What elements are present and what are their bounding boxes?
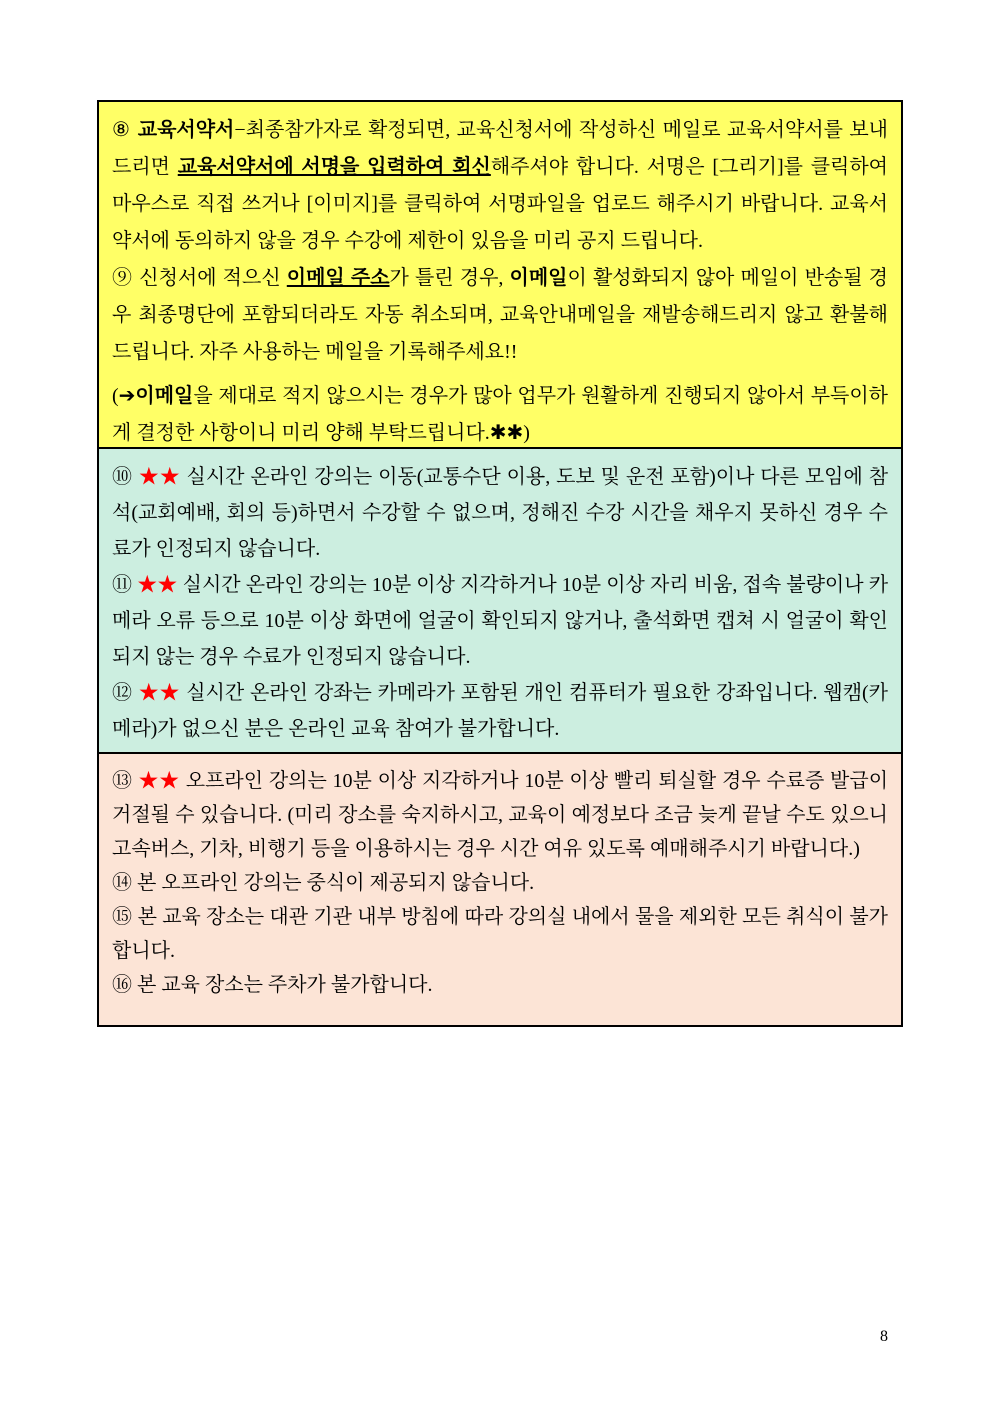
emphasis-text: 이메일 [509, 267, 568, 289]
body-text: 가 틀린 경우, [389, 267, 510, 289]
body-text: ⑮ 본 교육 장소는 대관 기관 내부 방침에 따라 강의실 내에서 물을 제외한 모든 취식이 불가합니다. [112, 906, 888, 962]
page-number: 8 [880, 1328, 888, 1345]
body-text: 이 활성화되지 않아 메일이 반송될 경우 최종명단에 포함되더라도 자동 취소되며, 교육안내메일을 재발송해드리지 않고 환불해드립니다. 자주 사용하는 메일을 기록해주세요!! [112, 267, 888, 363]
notice-paragraph-16 [112, 968, 888, 1002]
emphasis-text: 교육서약서에 서명을 입력하여 회신 [177, 156, 491, 178]
notice-box-offline-lecture [97, 752, 903, 1027]
notice-paragraph-email-remark [112, 378, 888, 452]
body-text: 을 제대로 적지 않으시는 경우가 많아 업무가 원활하게 진행되지 않아서 부득이하게 결정한 사항이니 미리 양해 부탁드립니다.✱✱) [112, 385, 888, 444]
body-text: 실시간 온라인 강의는 이동(교통수단 이용, 도보 및 운전 포함)이나 다른 모임에 참석(교회예배, 회의 등)하면서 수강할 수 없으며, 정해진 수강 시간을 채우지 못하신 경우 수료가 인정되지 않습니다. [112, 466, 889, 560]
body-text: ⑧ [112, 119, 138, 141]
body-text: −최종참가자로 확정되면, 교육신청서에 작성하신 메일로 교육서약서를 보내드리면 [112, 119, 888, 178]
body-text: ⑪ [112, 574, 138, 596]
notice-box-education-pledge [97, 100, 903, 462]
emphasis-text: 이메일 [135, 385, 194, 407]
body-text: 해주셔야 합니다. 서명은 [그리기]를 클릭하여 마우스로 직접 쓰거나 [이미지]를 클릭하여 서명파일을 업로드 해주시기 바랍니다. 교육서약서에 동의하지 않을 경우 수강에 제한이 있음을 미리 공지 드립니다. [112, 156, 888, 252]
star-emphasis: ★★ [138, 770, 181, 792]
notice-box-online-lecture [97, 447, 903, 757]
emphasis-text: 교육서약서 [137, 119, 235, 141]
emphasis-text: 이메일 주소 [286, 267, 390, 289]
star-emphasis: ★★ [138, 682, 181, 704]
notice-paragraph-8 [112, 112, 888, 260]
notice-paragraph-9 [112, 260, 888, 371]
body-text: 실시간 온라인 강의는 10분 이상 지각하거나 10분 이상 자리 비움, 접속 불량이나 카메라 오류 등으로 10분 이상 화면에 얼굴이 확인되지 않거나, 출석화면 캡쳐 시 얼굴이 확인되지 않는 경우 수료가 인정되지 않습니다. [112, 574, 889, 668]
body-text: ⑯ 본 교육 장소는 주차가 불가합니다. [112, 974, 433, 996]
notice-paragraph-14 [112, 866, 888, 900]
notice-paragraph-10 [112, 459, 888, 567]
body-text: ⑭ 본 오프라인 강의는 중식이 제공되지 않습니다. [112, 872, 535, 894]
body-text: 오프라인 강의는 10분 이상 지각하거나 10분 이상 빨리 퇴실할 경우 수료증 발급이 거절될 수 있습니다. (미리 장소를 숙지하시고, 교육이 예정보다 조금 늦게 끝날 수도 있으니 고속버스, 기차, 비행기 등을 이용하시는 경우 시간 여유 있도록 예매해주시기 바랍니다.) [112, 770, 889, 860]
body-text: ⑫ [112, 682, 139, 704]
notice-paragraph-12 [112, 675, 888, 747]
body-text: ⑨ 신청서에 적으신 [112, 267, 287, 289]
notice-paragraph-15 [112, 900, 888, 968]
body-text: ⑬ [112, 770, 139, 792]
notice-paragraph-13 [112, 764, 888, 866]
body-text: ⑩ [112, 466, 139, 488]
star-emphasis: ★★ [138, 466, 181, 488]
body-text: (➔ [112, 385, 136, 407]
body-text: 실시간 온라인 강좌는 카메라가 포함된 개인 컴퓨터가 필요한 강좌입니다. 웹캠(카메라)가 없으신 분은 온라인 교육 참여가 불가합니다. [112, 682, 888, 740]
notice-paragraph-11 [112, 567, 888, 675]
star-emphasis: ★★ [137, 574, 178, 596]
